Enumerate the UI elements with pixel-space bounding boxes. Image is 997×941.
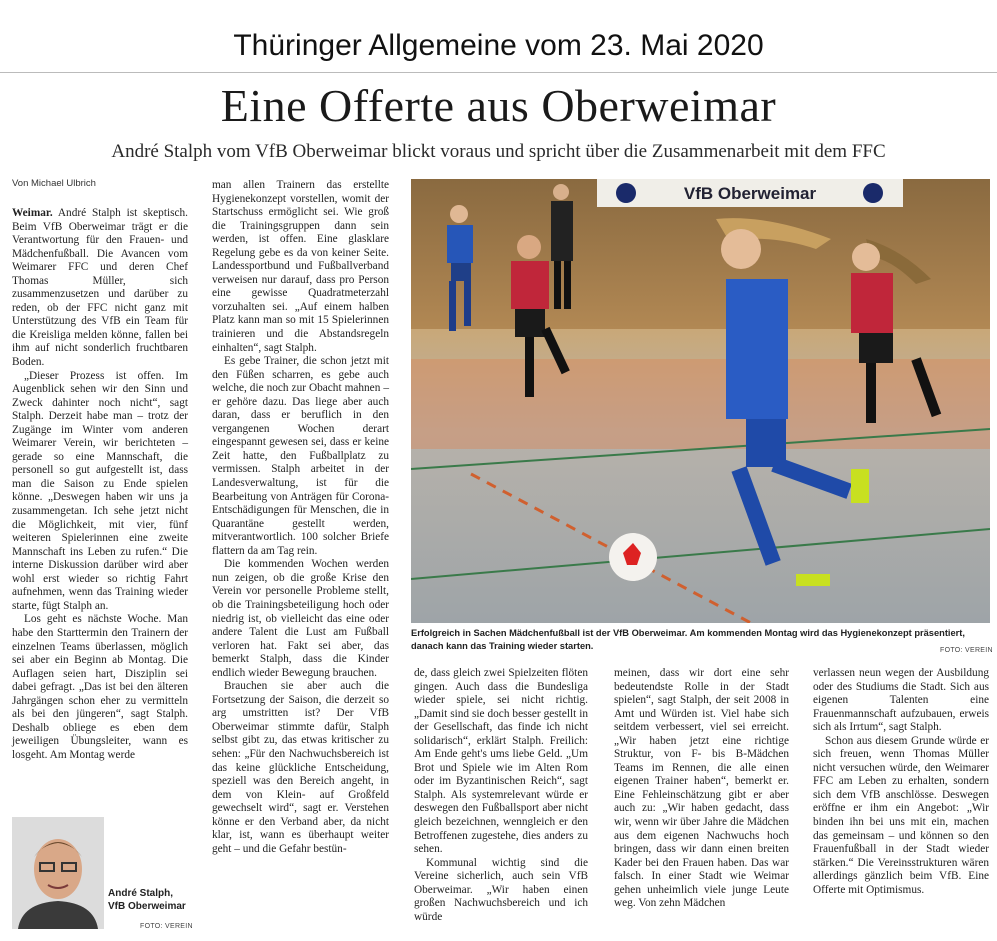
header-divider [0,72,997,73]
football [609,533,657,581]
paragraph: de, dass gleich zwei Spielzeiten flöten gingen. Auch dass die Bundesliga wieder spiele, sei nicht richtig. „Damit sind sie doch besser gestellt in der Gesellschaft, das finde ich nicht solidarisch“, erklärt Stalph. Freilich: Am Ende geht's ums liebe Geld. „Um Brot und Spiele wie im Alten Rom oder im Byzantinischen Reich“, sagt Stalph. Als systemrelevant würde er deswegen den Fußballsport aber nicht gleich bezeichnen, wenngleich er den Betroffenen zugestehe, dies anders zu sehen. [414,667,588,856]
banner-text: VfB Oberweimar [683,184,817,203]
article-column-4 [614,667,789,911]
paragraph: Die kommenden Wochen werden nun zeigen, ob die große Krise den Verein vor personelle Probleme stellt, ob die Trainingsbeteiligung hoch oder niedrig ist, ob vielleicht das eine oder andere Talent die Lust am Fußball verloren hat. Fakt sei aber, das bemerkt Stalph, dass die Kinder endlich wieder Bewegung brauchen. [212,558,389,679]
article-photo [411,179,990,623]
article-column-5 [813,667,989,897]
paragraph: Es gebe Trainer, die schon jetzt mit den Füßen scharren, es gebe auch welche, die noch zur Obacht mahnen – er gehöre dazu. Das liege aber auch daran, dass er beruflich in den vergangenen Wochen derart eingespannt gewesen sei, dass er keine Zeit hatte, den Fußballplatz zu vermissen. Stalph arbeitet in der Landesverwaltung, ist für die Bearbeitung von Anträgen für Corona-Entschädigungen für Menschen, die in Quarantäne gestellt werden, mitverantwortlich. 100 solcher Briefe flattern da am Tag rein. [212,355,389,557]
article-subheadline: André Stalph vom VfB Oberweimar blickt voraus und spricht über die Zusammenarbeit mit dem FFC [111,141,886,162]
paragraph: verlassen neun wegen der Ausbildung oder des Studiums die Stadt. Sich aus eigenen Talenten eine Frauenmannschaft aufzubauen, erweis sich als Irrtum“, sagt Stalph. [813,667,989,734]
paragraph: man allen Trainern das erstellte Hygienekonzept vorstellen, womit der Startschuss ermöglicht sei. Wie groß die Trainingsgruppen dann sein werden, ist offen. Eine glasklare Regelung gebe es da von keiner Seite. Landessportbund und Fußballverband verweisen nur darauf, dass pro Person eine gewisse Quadratmeterzahl vorzuhalten sei. „Auf einem halben Platz kann man so mit 15 Spielerinnen trainieren und die Abstandsregeln einhalten“, sagt Stalph. [212,179,389,354]
paragraph-text: André Stalph ist skeptisch. Beim VfB Oberweimar trägt er die Verantwortung für den Frauen- und Mädchenfußball. Die Avancen vom Weimarer FFC und deren Chef Thomas Müller, sich zusammenzusetzen und darüber zu reden, ob der FFC nicht ganz mit Unterstützung des VfB ein Team für die Kreisliga melden könne, fallen bei ihm auf nicht sonderlich fruchtbaren Boden. [12,207,188,369]
paragraph: „Dieser Prozess ist offen. Im Augenblick sehen wir den Sinn und Zweck dahinter noch nicht“, sagt Stalph. Derzeit habe man – trotz der Zugänge im Winter vom anderen Weimarer Verein, wir berichteten – gerade so eine Mannschaft, die personell so gut aufgestellt ist, dass man die Saison zu Ende spielen könne. „Deswegen haben wir uns ja zusammengetan. Ich sehe jetzt nicht die Möglichkeit, mit vier, fünf weiteren Spielerinnen eine zweite Mannschaft ins Leben zu rufen.“ Die interne Diskussion darüber wird aber wohl erst wieder so richtig Fahrt aufnehmen, wenn das Training wieder starte, fügt Stalph an. [12,369,188,612]
football-training-photo [411,179,990,623]
byline: Von Michael Ulbrich [12,178,96,189]
paragraph [12,207,188,370]
dateline: Weimar. [12,207,53,219]
paragraph: Schon aus diesem Grunde würde er sich freuen, wenn Thomas Müller nicht versuchen würde, den Weimarer FFC am Leben zu erhalten, sondern sich dem VfB anschlösse. Deswegen eröffne er ihm ein Angebot: „Wir binden ihn bei uns mit ein, machen das gemeinsam – und können so den Frauenfußball in der Stadt wieder stärken.“ Die Vereinsstrukturen wären allerdings gänzlich beim VfB. Eine Offerte mit Optimismus. [813,734,989,896]
portrait-image [12,817,104,929]
photo-caption: Erfolgreich in Sachen Mädchenfußball ist der VfB Oberweimar. Am kommenden Montag wird das Hygienekonzept präsentiert, danach kann das Training wieder starten. [411,628,965,651]
portrait-caption: André Stalph, VfB Oberweimar [108,888,186,912]
article-headline: Eine Offerte aus Oberweimar [220,80,777,131]
paragraph: meinen, dass wir dort eine sehr bedeutendste Rolle in der Stadt spielen“, sagt Stalph, der seit 2008 in Amt und Würden ist. Viel habe sich seitdem verbessert, viel sei erreicht. „Wir haben jetzt eine richtige Struktur, von F- bis B-Mädchen Teams im Rennen, die alle einen eigenen Trainer haben“, bemerkt er. Eine Fehleinschätzung gibt er aber auch zu: „Wir haben gedacht, dass wir, wenn wir über Jahre die Mädchen aus dem eigenen Nachwuchs hoch bringen, dass wir dann einen breiten Kader bei den Frauen haben. Das war falsch. In einer Stadt wie Weimar gehen unheimlich viele junge Leute weg. Von zehn Mädchen [614,667,789,910]
article-column-3 [414,667,588,924]
paragraph: Kommunal wichtig sind die Vereine sicherlich, auch sein VfB Oberweimar. „Wir haben einen großen Nachwuchsbereich und ich würde [414,856,588,923]
source-line: Thüringer Allgemeine vom 23. Mai 2020 [233,29,764,62]
paragraph: Brauchen sie aber auch die Fortsetzung der Saison, die derzeit so arg umstritten ist? Der VfB Oberweimar stimmte dafür, Stalph selbst gibt zu, das etwas kritischer zu sehen: „Für den Nachwuchsbereich ist das keine glückliche Entscheidung, speziell was den Bereich angeht, in dem von Klein- auf Großfeld gewechselt wird“, sagt er. Verstehen könne er den Verband aber, da nicht klar, ist, wann es überhaupt weiter geht – und die Gefahr bestün- [212,680,389,855]
article-column-1 [12,207,188,762]
paragraph: Los geht es nächste Woche. Man habe den Starttermin den Trainern der einzelnen Teams überlassen, möglich sei aber ein Beginn ab Montag. Die Auflagen seien hart, Disziplin sei dabei gefragt. „Das ist bei den älteren Jahrgängen schon eher zu vermitteln als bei den jüngeren“, sagt Stalph. Deshalb obliege es eben dem jeweiligen Übungsleiter, wann es losgeht. Am Montag werde [12,613,188,761]
portrait-credit: FOTO: VEREIN [140,923,193,930]
portrait-photo [12,817,104,929]
article-column-2 [212,179,389,856]
photo-credit: FOTO: VEREIN [940,647,993,654]
